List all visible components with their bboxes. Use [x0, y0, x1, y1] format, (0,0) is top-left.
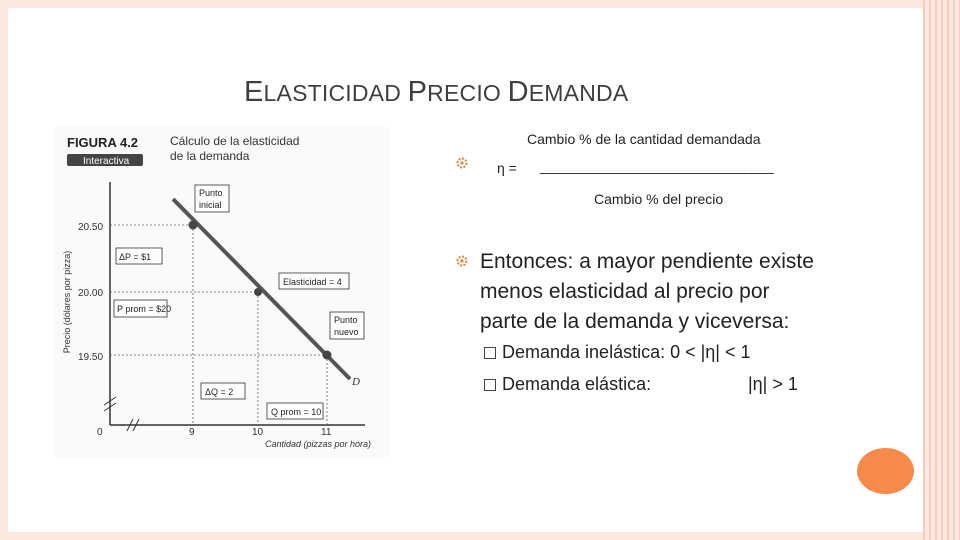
formula-numerator: Cambio % de la cantidad demandada — [527, 131, 761, 147]
main-bullet-text — [480, 247, 814, 337]
x-tick-label: 9 — [189, 427, 195, 438]
slide-title — [244, 76, 628, 109]
demand-elasticity-figure — [55, 127, 390, 457]
delta-q-label: ΔQ = 2 — [205, 387, 234, 397]
bullet-icon — [456, 157, 468, 169]
figure-badge-label: Interactiva — [83, 156, 130, 167]
decorative-stripes — [923, 0, 960, 540]
title-initial-2: P — [407, 76, 428, 108]
y-axis-label: Precio (dólares por pizza) — [62, 250, 72, 354]
title-initial-1: E — [244, 76, 264, 108]
sub-bullet-elastic-label: Demanda elástica: — [502, 374, 652, 394]
title-rest-1: LASTICIDAD — [263, 80, 408, 106]
checkbox-bullet-icon — [484, 379, 496, 391]
figure-caption-line1: Cálculo de la elasticidad — [170, 134, 300, 148]
decorative-circle — [857, 448, 914, 494]
title-rest-2: RECIO — [427, 80, 508, 106]
sub-bullet-elastic — [484, 374, 651, 395]
delta-p-label: ΔP = $1 — [119, 252, 152, 262]
formula-fraction-line: ________________________________ — [540, 158, 774, 174]
p-prom-label: P prom = $20 — [117, 304, 172, 314]
x-axis-label: Cantidad (pizzas por hora) — [265, 439, 372, 449]
title-rest-3: EMANDA — [528, 80, 629, 106]
x-tick-label: 11 — [321, 427, 332, 438]
q-prom-label: Q prom = 10 — [271, 407, 322, 417]
figure-caption-line2: de la demanda — [170, 149, 250, 163]
initial-point-label: Punto — [199, 188, 223, 198]
sub-bullet-inelastic-text: Demanda inelástica: 0 < |η| < 1 — [502, 342, 751, 362]
formula-denominator: Cambio % del precio — [594, 191, 724, 207]
elasticity-label: Elasticidad = 4 — [283, 277, 342, 287]
x-tick-label: 0 — [97, 427, 103, 438]
y-tick-label: 20.00 — [78, 288, 104, 299]
y-tick-label: 19.50 — [78, 352, 104, 363]
initial-point-label-2: inicial — [199, 200, 222, 210]
title-initial-3: D — [507, 76, 529, 108]
initial-point — [189, 221, 198, 230]
checkbox-bullet-icon — [484, 347, 496, 359]
mid-point — [254, 288, 262, 296]
new-point-label-2: nuevo — [334, 327, 359, 337]
main-bullet-line2: menos elasticidad al precio por — [480, 280, 770, 303]
new-point-label: Punto — [334, 315, 358, 325]
y-tick-label: 20.50 — [78, 222, 104, 233]
figure-label: FIGURA 4.2 — [67, 135, 139, 150]
sub-bullet-elastic-value: |η| > 1 — [748, 374, 798, 394]
new-point — [323, 351, 332, 360]
formula-symbol: η = — [497, 160, 517, 176]
main-bullet-line1: Entonces: a mayor pendiente existe — [480, 250, 814, 273]
main-bullet-line3: parte de la demanda y viceversa: — [480, 310, 790, 333]
demand-curve-label: D — [352, 376, 360, 388]
x-tick-label: 10 — [252, 427, 264, 438]
sub-bullet-inelastic — [484, 342, 751, 363]
bullet-icon — [456, 255, 468, 267]
